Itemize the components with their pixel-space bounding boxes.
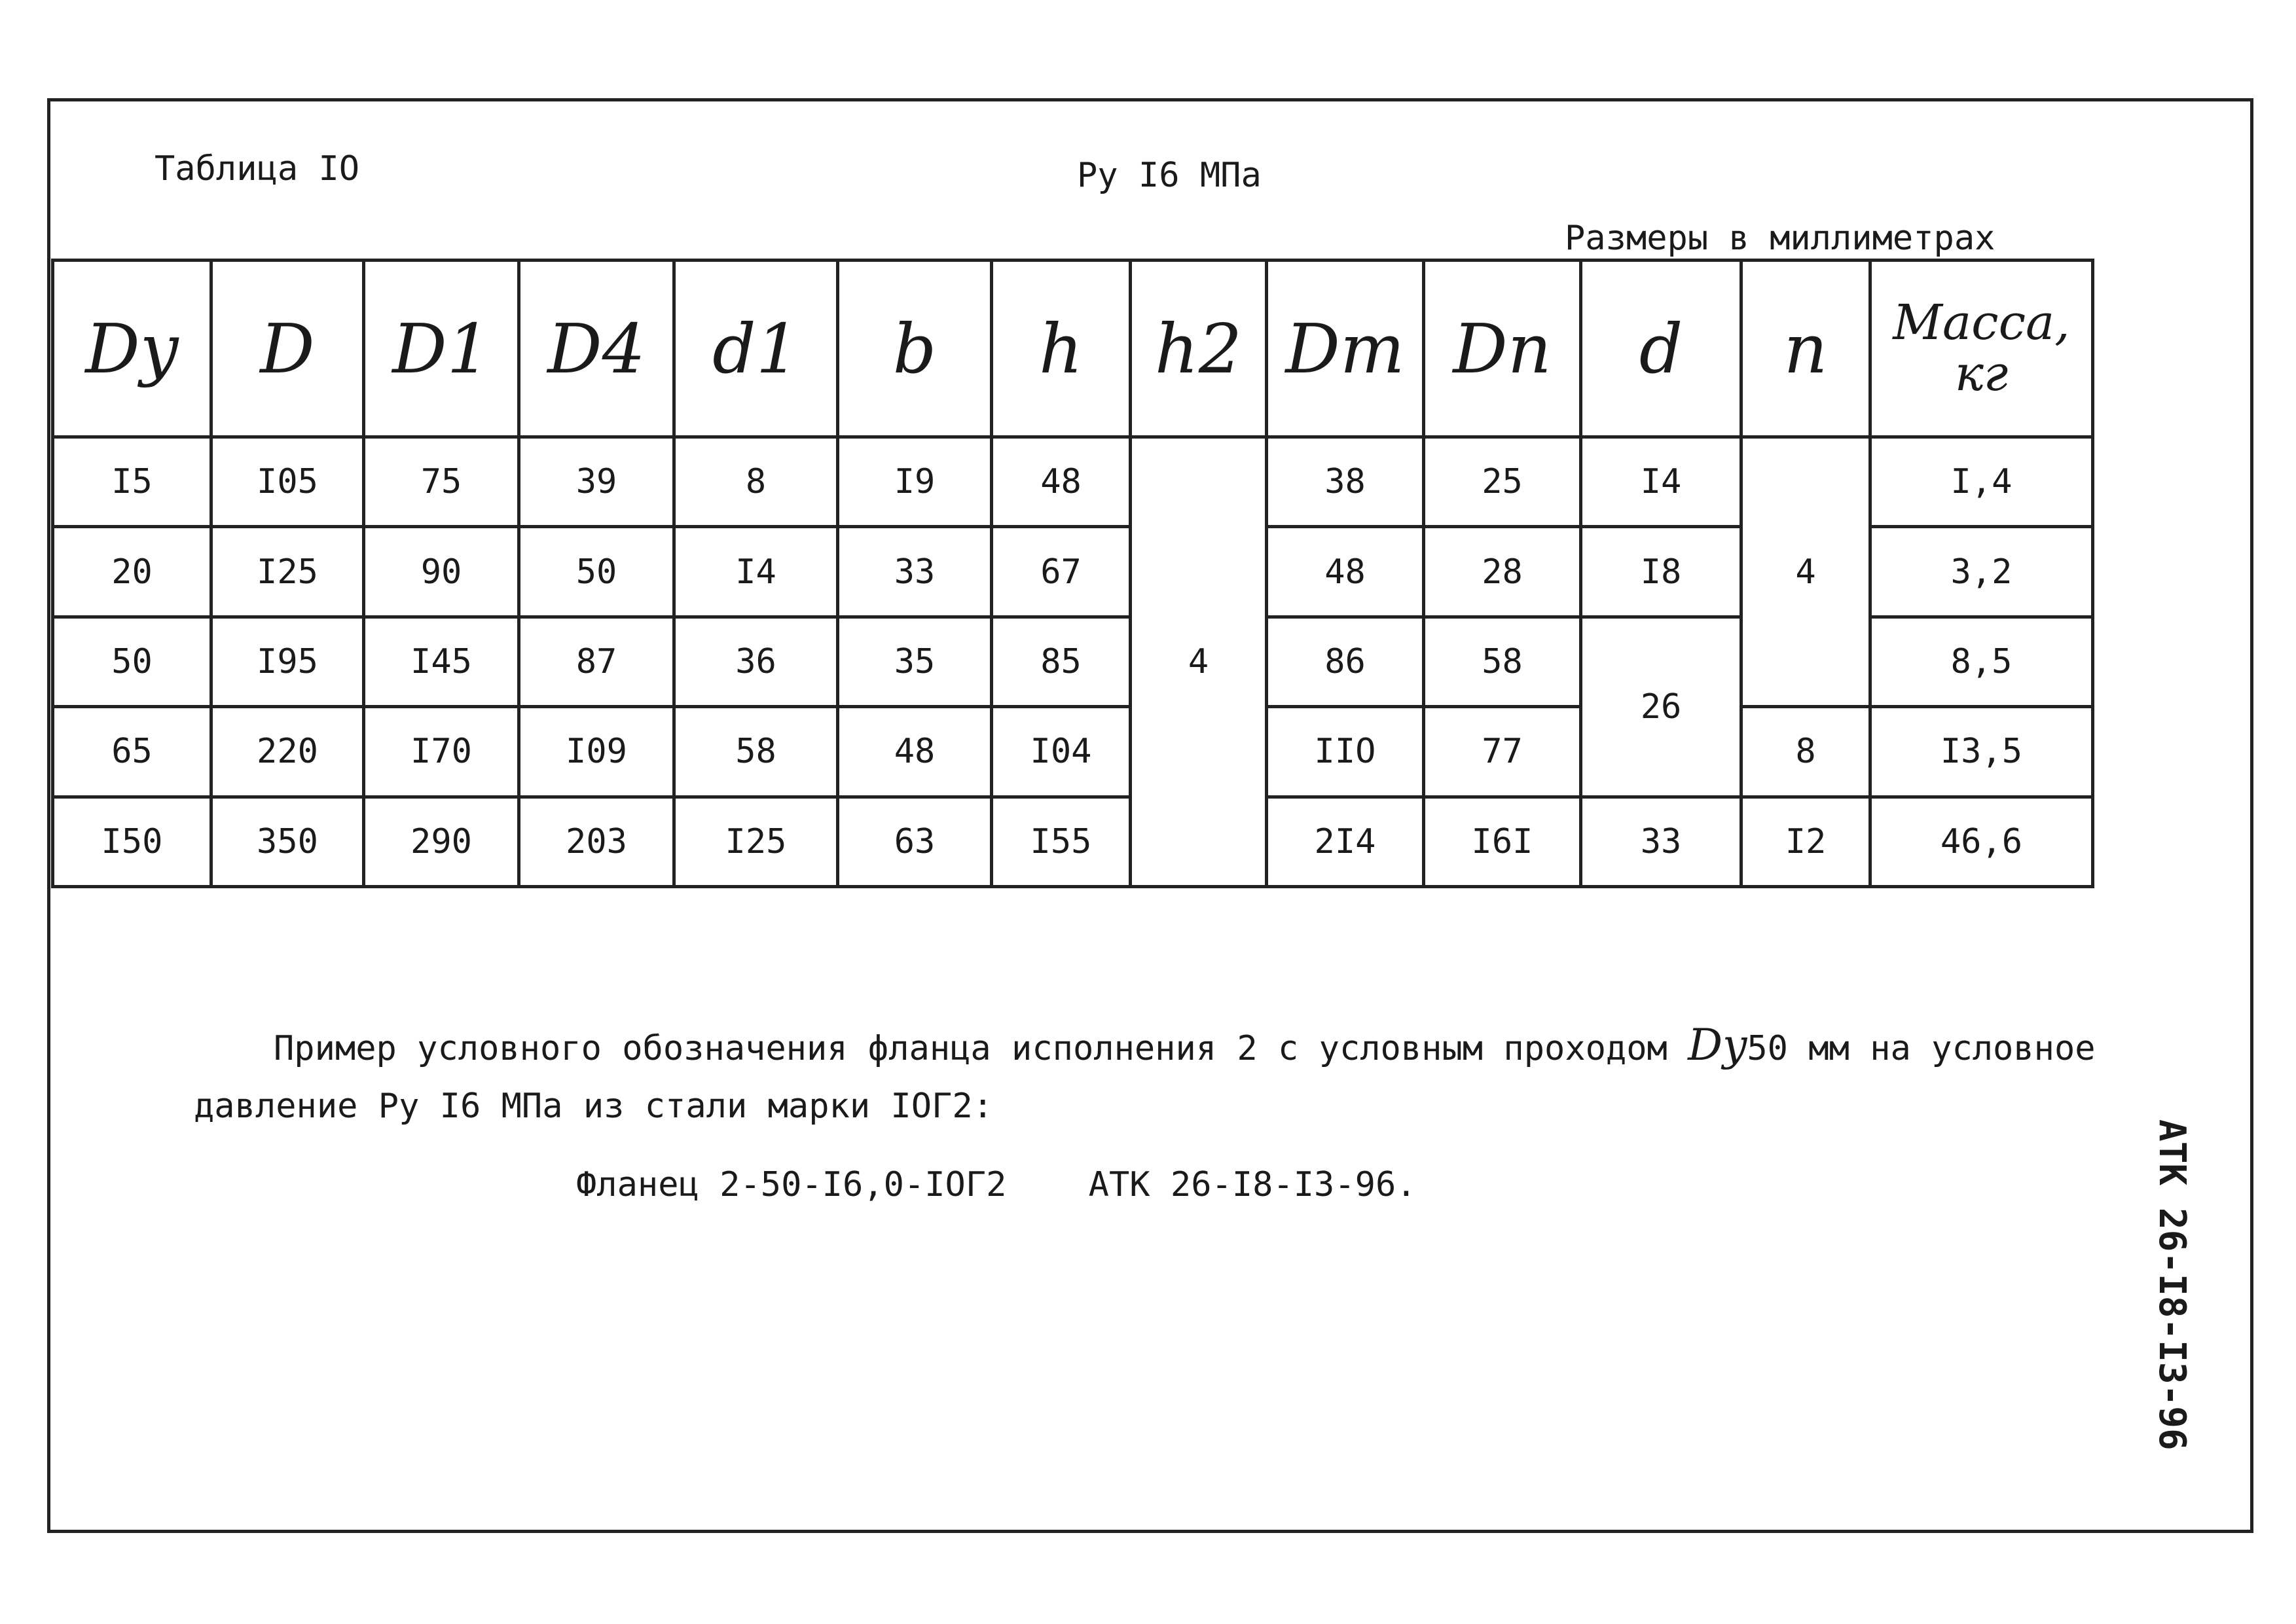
designation-example xyxy=(576,1165,1417,1204)
cell-dm: 86 xyxy=(1267,617,1424,706)
cell-h: 67 xyxy=(992,527,1131,617)
dimensions-table xyxy=(51,259,2094,888)
cell-h: 85 xyxy=(992,617,1131,706)
col-header-b: b xyxy=(838,261,992,437)
cell-mass: 8,5 xyxy=(1870,617,2093,706)
cell-dn: 77 xyxy=(1424,707,1581,797)
cell-dn: I6I xyxy=(1424,797,1581,886)
designation-text: Фланец 2-50-I6,0-IOГ2 АТК 26-I8-I3-96. xyxy=(576,1165,1417,1204)
table-row xyxy=(53,437,2093,527)
cell-d-small: I8 xyxy=(1581,527,1741,617)
cell-d1-small: I4 xyxy=(674,527,838,617)
cell-dy: I50 xyxy=(53,797,211,886)
cell-d1: 290 xyxy=(364,797,519,886)
table-row xyxy=(53,797,2093,886)
cell-d4: 50 xyxy=(519,527,674,617)
col-header-n: n xyxy=(1741,261,1870,437)
cell-dy: I5 xyxy=(53,437,211,527)
cell-d-small: I4 xyxy=(1581,437,1741,527)
cell-d4: I09 xyxy=(519,707,674,797)
col-header-d-small: d xyxy=(1581,261,1741,437)
col-header-d1-small: d1 xyxy=(674,261,838,437)
cell-d1: 90 xyxy=(364,527,519,617)
cell-h: I55 xyxy=(992,797,1131,886)
cell-b: 35 xyxy=(838,617,992,706)
cell-n: 8 xyxy=(1741,707,1870,797)
col-header-dy: Dy xyxy=(53,261,211,437)
col-header-dn: Dn xyxy=(1424,261,1581,437)
cell-dm: IIO xyxy=(1267,707,1424,797)
example-text-b: 50 мм на условное xyxy=(1747,1029,2096,1068)
cell-mass: I3,5 xyxy=(1870,707,2093,797)
cell-mass: 46,6 xyxy=(1870,797,2093,886)
col-header-d: D xyxy=(211,261,364,437)
cell-dn: 58 xyxy=(1424,617,1581,706)
col-header-d4: D4 xyxy=(519,261,674,437)
cell-d4: 203 xyxy=(519,797,674,886)
cell-dm: 48 xyxy=(1267,527,1424,617)
cell-dy: 65 xyxy=(53,707,211,797)
pressure-rating: Ру I6 МПа xyxy=(1077,156,1262,195)
cell-d1: I70 xyxy=(364,707,519,797)
cell-n-merged: 4 xyxy=(1741,437,1870,707)
cell-d: I25 xyxy=(211,527,364,617)
cell-dy: 50 xyxy=(53,617,211,706)
cell-d: I95 xyxy=(211,617,364,706)
example-line-2: давление Ру I6 МПа из стали марки IOГ2: xyxy=(194,1087,993,1126)
table-header-row xyxy=(53,261,2093,437)
col-header-h2: h2 xyxy=(1131,261,1267,437)
dy-symbol: Dy xyxy=(1688,1020,1747,1070)
cell-b: 48 xyxy=(838,707,992,797)
cell-d: 220 xyxy=(211,707,364,797)
cell-d: I05 xyxy=(211,437,364,527)
document-code: АТК 26-I8-I3-96 xyxy=(2151,1119,2193,1451)
units-note: Размеры в миллиметрах xyxy=(1565,219,1995,258)
cell-d1-small: 36 xyxy=(674,617,838,706)
cell-d-merged: 26 xyxy=(1581,617,1741,797)
cell-h: 48 xyxy=(992,437,1131,527)
col-header-h: h xyxy=(992,261,1131,437)
col-header-mass: Масса, кг xyxy=(1870,261,2093,437)
cell-b: 33 xyxy=(838,527,992,617)
cell-b: I9 xyxy=(838,437,992,527)
example-text-a: Пример условного обозначения фланца исполнения 2 с условным проходом xyxy=(274,1029,1667,1068)
cell-dn: 28 xyxy=(1424,527,1581,617)
cell-dy: 20 xyxy=(53,527,211,617)
cell-dm: 2I4 xyxy=(1267,797,1424,886)
cell-d1: 75 xyxy=(364,437,519,527)
col-header-d1: D1 xyxy=(364,261,519,437)
table-row xyxy=(53,707,2093,797)
cell-d4: 39 xyxy=(519,437,674,527)
cell-h2-merged: 4 xyxy=(1131,437,1267,887)
cell-d-small: 33 xyxy=(1581,797,1741,886)
cell-d1: I45 xyxy=(364,617,519,706)
cell-n: I2 xyxy=(1741,797,1870,886)
cell-mass: 3,2 xyxy=(1870,527,2093,617)
cell-h: I04 xyxy=(992,707,1131,797)
cell-d1-small: 8 xyxy=(674,437,838,527)
cell-b: 63 xyxy=(838,797,992,886)
table-label: Таблица IO xyxy=(155,149,360,189)
cell-d1-small: 58 xyxy=(674,707,838,797)
cell-dn: 25 xyxy=(1424,437,1581,527)
cell-d4: 87 xyxy=(519,617,674,706)
col-header-dm: Dm xyxy=(1267,261,1424,437)
cell-mass: I,4 xyxy=(1870,437,2093,527)
cell-d1-small: I25 xyxy=(674,797,838,886)
cell-dm: 38 xyxy=(1267,437,1424,527)
example-line-1 xyxy=(274,1020,2096,1070)
cell-d: 350 xyxy=(211,797,364,886)
